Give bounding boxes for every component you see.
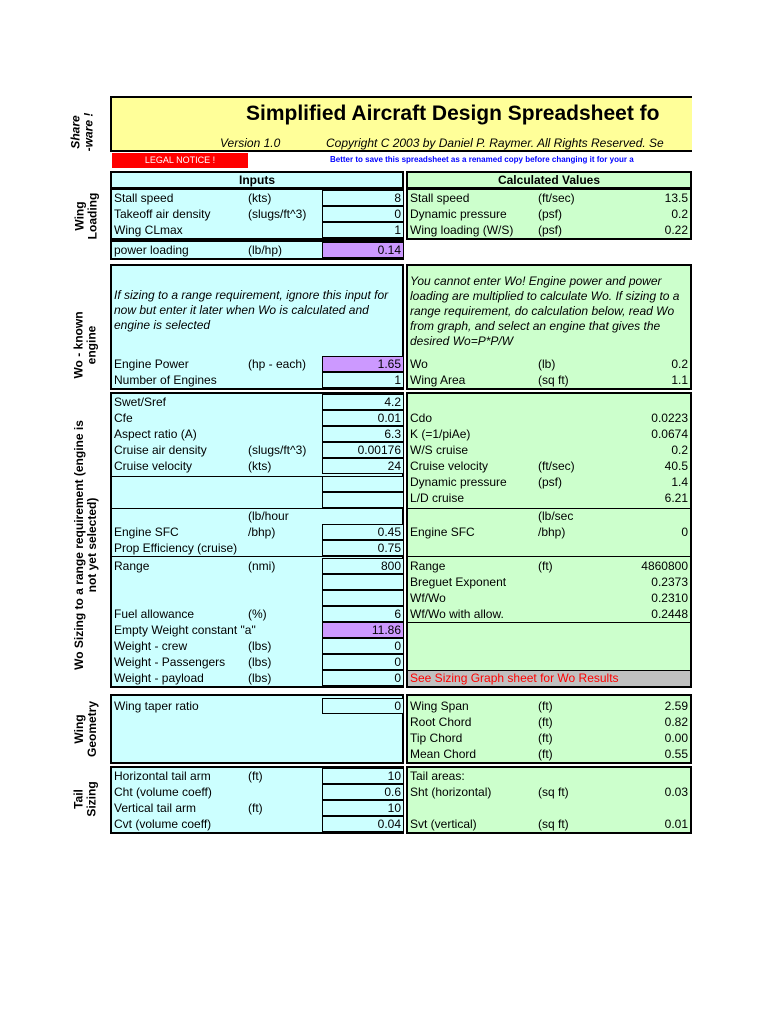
calc-label: K (=1/piAe) <box>410 427 471 441</box>
input-label: Aspect ratio (A) <box>114 427 197 441</box>
clmax-input[interactable]: 1 <box>322 222 404 238</box>
calc-value: 0.0674 <box>651 427 688 441</box>
calc-value: 1.4 <box>671 475 688 489</box>
input-unit: (ft) <box>248 801 263 815</box>
empty-weight-constant-input[interactable]: 11.86 <box>322 622 404 638</box>
power-loading-row <box>110 240 404 260</box>
tail-areas-title: Tail areas: <box>410 769 465 783</box>
input-unit: (lbs) <box>248 671 272 685</box>
input-label: Takeoff air density <box>114 207 211 221</box>
calc-label: Mean Chord <box>410 747 477 761</box>
range-sizing-label: Wo Sizing to a range requirement (engine is not yet selected) <box>72 420 100 670</box>
calc-label: W/S cruise <box>410 443 469 457</box>
input-unit: (slugs/ft^3) <box>248 443 307 457</box>
input-unit: (lbs) <box>248 655 272 669</box>
power-loading-input[interactable]: 0.14 <box>322 242 404 258</box>
calc-value: 0.00 <box>664 731 688 745</box>
empty-input-cell[interactable] <box>322 492 404 508</box>
input-label: Vertical tail arm <box>114 801 197 815</box>
calc-value: 1.1 <box>671 373 688 387</box>
divider <box>112 556 402 557</box>
calc-value: 0.03 <box>664 785 688 799</box>
calc-label: Svt (vertical) <box>410 817 477 831</box>
input-label: Swet/Sref <box>114 395 167 409</box>
empty-input-cell[interactable] <box>322 574 404 590</box>
save-note: Better to save this spreadsheet as a renamed copy before changing it for your a <box>330 155 634 164</box>
engine-power-input[interactable]: 1.65 <box>322 356 404 372</box>
prop-efficiency-input[interactable]: 0.75 <box>322 540 404 556</box>
cvt-input[interactable]: 0.04 <box>322 816 404 832</box>
input-label: Cruise air density <box>114 443 207 457</box>
input-label: Cruise velocity <box>114 459 193 473</box>
input-unit: (lb/hour <box>248 509 289 523</box>
calc-unit: (lb/sec <box>538 509 574 523</box>
input-label: Weight - payload <box>114 671 204 685</box>
calc-label: Wf/Wo <box>410 591 446 605</box>
calc-label: Cruise velocity <box>410 459 489 473</box>
calc-value: 0.2 <box>671 207 688 221</box>
calc-value: 0.2 <box>671 357 688 371</box>
calc-unit: (ft) <box>538 715 553 729</box>
legal-notice-label: LEGAL NOTICE ! <box>144 155 216 165</box>
calc-label: L/D cruise <box>410 491 465 505</box>
calc-unit: (sq ft) <box>538 785 569 799</box>
header-banner <box>110 96 692 152</box>
input-label: power loading <box>114 243 189 257</box>
takeoff-density-input[interactable]: 0 <box>322 206 404 222</box>
sizing-graph-label: See Sizing Graph sheet for Wo Results <box>410 671 619 685</box>
wo-calc-note: You cannot enter Wo! Engine power and power loading are multiplied to calculate Wo. If sizing to a range requirement, do calculation below, read Wo from graph, and select an engine that gives the desired Wo=P*P/W <box>410 274 680 348</box>
inputs-header <box>110 171 404 189</box>
calc-unit: (sq ft) <box>538 817 569 831</box>
legal-notice-button[interactable] <box>112 153 248 168</box>
calc-unit: (ft) <box>538 699 553 713</box>
fuel-allowance-input[interactable]: 6 <box>322 606 404 622</box>
wing-geometry-label: Wing Geometry <box>72 700 99 758</box>
cfe-input[interactable]: 0.01 <box>322 410 404 426</box>
stall-speed-input[interactable]: 8 <box>322 190 404 206</box>
tail-inputs <box>110 766 404 834</box>
calc-unit: (ft) <box>538 731 553 745</box>
calc-unit: (psf) <box>538 475 562 489</box>
input-label: Cfe <box>114 411 133 425</box>
range-inputs <box>110 392 404 688</box>
input-unit: /bhp) <box>248 525 276 539</box>
empty-input-cell[interactable] <box>322 476 404 492</box>
cht-input[interactable]: 0.6 <box>322 784 404 800</box>
input-unit: (lb/hp) <box>248 243 283 257</box>
calc-label: Range <box>410 559 446 573</box>
calc-label: Root Chord <box>410 715 472 729</box>
sfc-input[interactable]: 0.45 <box>322 524 404 540</box>
calc-label: Wing Span <box>410 699 469 713</box>
input-row <box>112 222 402 238</box>
calc-label: Wing Area <box>410 373 466 387</box>
calc-value: 0.2310 <box>651 591 688 605</box>
calc-value: 0.2448 <box>651 607 688 621</box>
shareware-label: Share -ware ! <box>68 112 95 152</box>
calc-unit: (ft/sec) <box>538 459 575 473</box>
calc-label: Wo <box>410 357 428 371</box>
calc-value: 0.2 <box>671 443 688 457</box>
input-label: Weight - Passengers <box>114 655 226 669</box>
range-calc <box>406 392 692 688</box>
calc-label: Dynamic pressure <box>410 207 507 221</box>
input-unit: (nmi) <box>248 559 276 573</box>
taper-ratio-input[interactable]: 0 <box>322 698 404 714</box>
calc-unit: /bhp) <box>538 525 566 539</box>
divider <box>408 556 690 557</box>
wo-engine-calc <box>406 264 692 390</box>
wo-engine-inputs <box>110 264 404 390</box>
input-unit: (%) <box>248 607 267 621</box>
input-label: Empty Weight constant "a" <box>114 623 256 637</box>
empty-input-cell[interactable] <box>322 590 404 606</box>
calc-value: 0.01 <box>664 817 688 831</box>
tail-calc <box>406 766 692 834</box>
calc-unit: (ft) <box>538 747 553 761</box>
input-label: Prop Efficiency (cruise) <box>114 541 238 555</box>
calc-value: 0.2373 <box>651 575 688 589</box>
calc-value: 6.21 <box>664 491 688 505</box>
input-label: Range <box>114 559 150 573</box>
input-label: Engine Power <box>114 357 189 371</box>
input-row <box>112 190 402 206</box>
input-unit: (kts) <box>248 191 272 205</box>
range-input-note: If sizing to a range requirement, ignore this input for now but enter it later when Wo is calculated and engine is selected <box>114 288 389 332</box>
calc-unit: (ft/sec) <box>538 191 575 205</box>
aspect-ratio-input[interactable]: 6.3 <box>322 426 404 442</box>
swet-sref-input[interactable]: 4.2 <box>322 394 404 410</box>
htail-arm-input[interactable]: 10 <box>322 768 404 784</box>
calc-value: 0.22 <box>664 223 688 237</box>
cruise-velocity-input[interactable]: 24 <box>322 458 404 474</box>
cruise-density-input[interactable]: 0.00176 <box>322 442 404 458</box>
engine-count-input[interactable]: 1 <box>322 372 404 388</box>
weight-passengers-input[interactable]: 0 <box>322 654 404 670</box>
calc-header-label: Calculated Values <box>497 173 601 187</box>
input-row <box>112 206 402 222</box>
tail-sizing-label: Tail Sizing <box>72 781 99 817</box>
input-label: Cvt (volume coeff) <box>114 817 212 831</box>
calc-unit: (psf) <box>538 223 562 237</box>
geometry-inputs <box>110 694 404 764</box>
input-label: Engine SFC <box>114 525 179 539</box>
wo-known-engine-label: Wo - known engine <box>72 311 100 379</box>
calc-label: Dynamic pressure <box>410 475 507 489</box>
input-label: Wing CLmax <box>114 223 183 237</box>
range-input[interactable]: 800 <box>322 558 404 574</box>
calc-value: 0 <box>681 525 688 539</box>
calc-label: Wing loading (W/S) <box>410 223 514 237</box>
calc-value: 0.55 <box>664 747 688 761</box>
input-label: Fuel allowance <box>114 607 195 621</box>
input-unit: (ft) <box>248 769 263 783</box>
input-label: Weight - crew <box>114 639 188 653</box>
divider <box>408 622 690 623</box>
wing-loading-calc <box>406 188 692 240</box>
calc-label: Sht (horizontal) <box>410 785 492 799</box>
calc-label: Tip Chord <box>410 731 463 745</box>
input-unit: (slugs/ft^3) <box>248 207 307 221</box>
calc-unit: (psf) <box>538 207 562 221</box>
calc-unit: (ft) <box>538 559 553 573</box>
calc-value: 2.59 <box>664 699 688 713</box>
weight-payload-input[interactable]: 0 <box>322 670 404 686</box>
version-text: Version 1.0 <box>220 136 281 150</box>
calc-value: 4860800 <box>641 559 688 573</box>
input-label: Stall speed <box>114 191 174 205</box>
calc-value: 0.82 <box>664 715 688 729</box>
input-unit: (lbs) <box>248 639 272 653</box>
input-label: Number of Engines <box>114 373 217 387</box>
input-label: Horizontal tail arm <box>114 769 211 783</box>
calc-value: 13.5 <box>664 191 688 205</box>
copyright-text: Copyright C 2003 by Daniel P. Raymer. All Rights Reserved. Se <box>326 136 664 150</box>
input-unit: (kts) <box>248 459 272 473</box>
calc-label: Engine SFC <box>410 525 475 539</box>
calc-header <box>406 171 692 189</box>
calc-label: Breguet Exponent <box>410 575 507 589</box>
wing-loading-inputs <box>110 188 404 240</box>
geometry-calc <box>406 694 692 764</box>
calc-value: 40.5 <box>664 459 688 473</box>
input-unit: (hp - each) <box>248 357 307 371</box>
calc-label: Stall speed <box>410 191 470 205</box>
calc-unit: (lb) <box>538 357 556 371</box>
calc-value: 0.0223 <box>651 411 688 425</box>
input-label: Wing taper ratio <box>114 699 199 713</box>
input-label: Cht (volume coeff) <box>114 785 212 799</box>
inputs-header-label: Inputs <box>239 173 275 187</box>
calc-label: Cdo <box>410 411 433 425</box>
calc-unit: (sq ft) <box>538 373 569 387</box>
calc-label: Wf/Wo with allow. <box>410 607 504 621</box>
wing-loading-label: Wing Loading <box>72 192 100 240</box>
weight-crew-input[interactable]: 0 <box>322 638 404 654</box>
vtail-arm-input[interactable]: 10 <box>322 800 404 816</box>
sizing-graph-link[interactable] <box>408 670 690 686</box>
page-title: Simplified Aircraft Design Spreadsheet fo <box>246 102 660 125</box>
